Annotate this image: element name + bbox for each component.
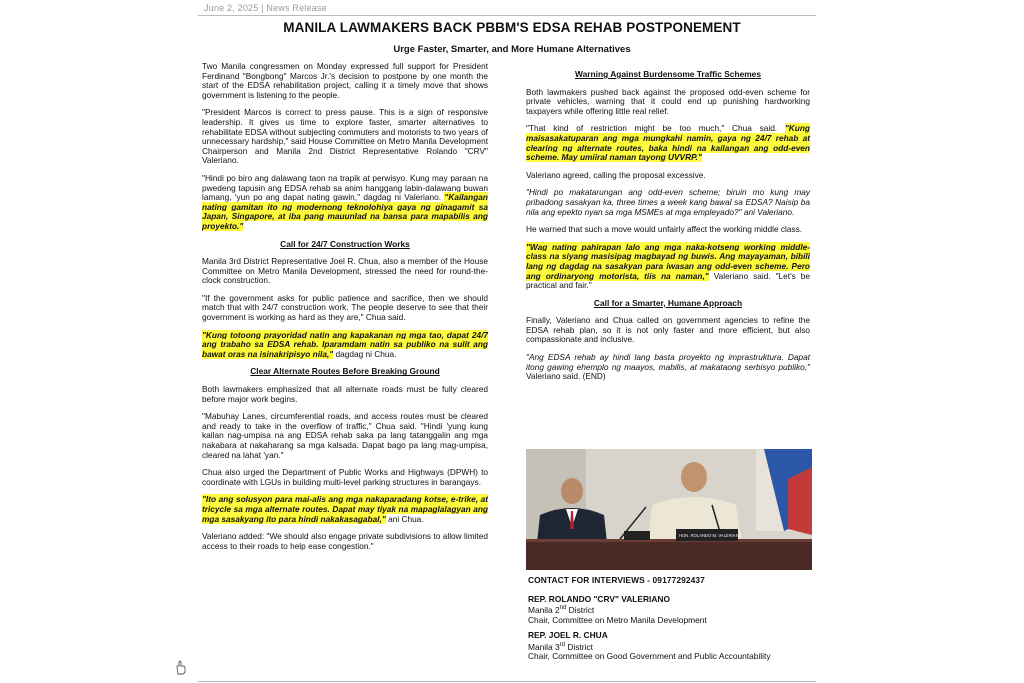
paragraph [526,124,810,162]
bottom-divider [198,681,816,682]
paragraph-text: ani Chua. [385,513,424,524]
highlighted-quote: "Ito ang solusyon para mai-alis ang mga nakaparadang kotse, e-trike, at tricycle sa mga alternate routes. Dapat may tiyak na mapaglalagyan ang mga sasakyang ito para hindi nakakasagabal," [202,494,488,524]
paragraph: Both lawmakers emphasized that all alternate roads must be fully cleared before major work begins. [202,384,488,404]
paragraph: Finally, Valeriano and Chua called on government agencies to refine the EDSA rehab plan, so it is not only faster and more efficient, but also compassionate and inclusive. [526,315,810,345]
flag-red [788,467,812,535]
section-heading: Clear Alternate Routes Before Breaking Ground [250,366,440,377]
highlighted-quote: "Wag nating pahirapan lalo ang mga naka-kotseng working middle-class na siyang masisipag magbayad ng buwis. Ang mayayaman, bibili lang ng dagdag na sasakyan para iwasan ang odd-even scheme. Pero ang ordinaryong motorista, tiis na naman," [526,241,810,281]
paragraph: Chua also urged the Department of Public Works and Highways (DPWH) to coordinate with LGUs in building multi-level parking structures in barangays. [202,467,488,487]
paragraph-text: "That kind of restriction might be too much," Chua said. [526,123,778,134]
highlighted-quote: "Kung totoong prayoridad natin ang kapakanan ng mga tao, dapat 24/7 ang trabaho sa EDSA rehab. Iparamdam natin sa publiko na sulit ang bawat oras na isinakripisyo nila," [202,329,488,359]
subheadline: Urge Faster, Smarter, and More Humane Alternatives [393,44,631,55]
contact-heading: CONTACT FOR INTERVIEWS - 09177292437 [528,575,705,585]
paragraph [202,495,488,524]
highlighted-quote: "Kung maisasakatuparan ang mga mungkahi namin, gaya ng 24/7 rehab at clearing ng alternate routes, baka hindi na kailangan ang odd-even scheme. May umiiral naman tayong UVVRP." [526,123,810,163]
contact-role: Chair, Committee on Good Government and Public Accountability [528,651,771,662]
district-text: Manila 3 [528,641,560,652]
paragraph: "If the government asks for public patience and sacrifice, then we should match that with 24/7 construction work. The people deserve to see that their government is working as hard as they are," Chua said. [202,292,488,323]
paragraph: "President Marcos is correct to press pause. This is a sign of responsive leadership. It gives us time to explore faster, smarter alternatives to rehabilitate EDSA without subjecting commuters and motorists to two years of unnecessary hardship," said House Committee on Metro Manila Development Chairperson and Manila 2nd District Representative Rolando "CRV" Valeriano. [202,107,488,166]
paragraph: Both lawmakers pushed back against the proposed odd-even scheme for private vehicles, warning that it could end up punishing hardworking taxpayers while offering little real relief. [526,86,810,116]
paragraph [202,174,488,232]
paragraph-text: Valeriano said. (END) [526,371,606,382]
contact-person [528,631,818,662]
headline: MANILA LAWMAKERS BACK PBBM'S EDSA REHAB POSTPONEMENT [283,20,741,35]
dateline: June 2, 2025 | News Release [204,3,327,13]
paragraph-text: Valeriano said. "Let's be practical and fair." [526,270,810,291]
hand-cursor-icon [174,659,188,675]
paragraph: Two Manila congressmen on Monday expressed full support for President Ferdinand "Bongbong" Marcos Jr.'s decision to postpone by one month the start of the EDSA rehabilitation project, calling it a timely move that shows government is listening to the people. [202,61,488,100]
paragraph: Valeriano added: "We should also engage private subdivisions to allow limited access to their roads to help ease congestion." [202,531,488,551]
contact-name: REP. ROLANDO "CRV" VALERIANO [528,593,670,604]
contact-role: Chair, Committee on Metro Manila Development [528,614,707,625]
top-divider [198,15,816,16]
press-release-page [196,0,828,683]
contact-district [528,604,818,615]
paragraph [526,353,810,382]
paragraph-text: dagdag ni Chua. [333,348,397,359]
section-heading: Call for a Smarter, Humane Approach [593,297,743,308]
paragraph: "Hindi po makatarungan ang odd-even scheme; biruin mo kung may pribadong sasakyan ka, three times a week kang bawal sa EDSA? Naisip ba nila ang epekto nyan sa mga MSMEs at mga empleyado?" ani Valeriano. [526,187,810,217]
section-heading: Warning Against Burdensome Traffic Schemes [575,69,761,79]
contact-name: REP. JOEL R. CHUA [528,630,608,641]
paragraph: Manila 3rd District Representative Joel R. Chua, also a member of the House Committee on Metro Manila Development, stressed the need for round-the-clock construction. [202,256,488,286]
contact-block [528,576,818,668]
paragraph [526,243,810,291]
paragraph-text: "Hindi po biro ang dalawang taon na trapik at perwisyo. Kung may paraan na pwedeng tapusin ang EDSA rehab sa anim hanggang labin-dalawang buwan lamang, 'yun po ang dapat nating gawin," dagdag ni Valeriano. [202,172,488,203]
district-text: District [565,641,593,652]
section-heading: Call for 24/7 Construction Works [280,238,410,249]
paragraph: Valeriano agreed, calling the proposal excessive. [526,169,706,180]
right-column [526,70,810,390]
district-ordinal: rd [559,641,565,648]
nameplate-text: HON. ROLANDO M. VALERIANO [679,533,742,538]
paragraph [202,331,488,360]
press-photo [526,449,812,570]
paragraph: "Mabuhay Lanes, circumferential roads, and access routes must be cleared and ready to take in the overflow of traffic," Chua said. "Hindi 'yung kung kailan nag-umpisa na ang EDSA rehab saka pa lang tatanggalin ang mga nakabara at nakaharang sa mga kalsada. Dapat bago pa lang mag-umpisa, cleared na lahat 'yan." [202,411,488,460]
paragraph: He warned that such a move would unfairly affect the working middle class. [526,224,803,235]
district-text: Manila 2 [528,604,560,615]
contact-person [528,595,818,626]
district-ordinal: nd [559,605,567,612]
desk [526,539,812,570]
left-column [202,62,488,559]
italic-quote: "Ang EDSA rehab ay hindi lang basta proyekto ng imprastruktura. Dapat itong gawing ehemplo ng maayos, mabilis, at makataong serbisyo publiko," [526,352,810,372]
photo-illustration [526,449,812,570]
highlighted-quote: "Kailangan nating gamitan ito ng modernong teknolohiya gaya ng ginagamit sa Japan, Singapore, at iba pang mauunlad na bansa para mapabilis ang proyekto." [202,192,488,231]
district-text: District [566,604,595,615]
